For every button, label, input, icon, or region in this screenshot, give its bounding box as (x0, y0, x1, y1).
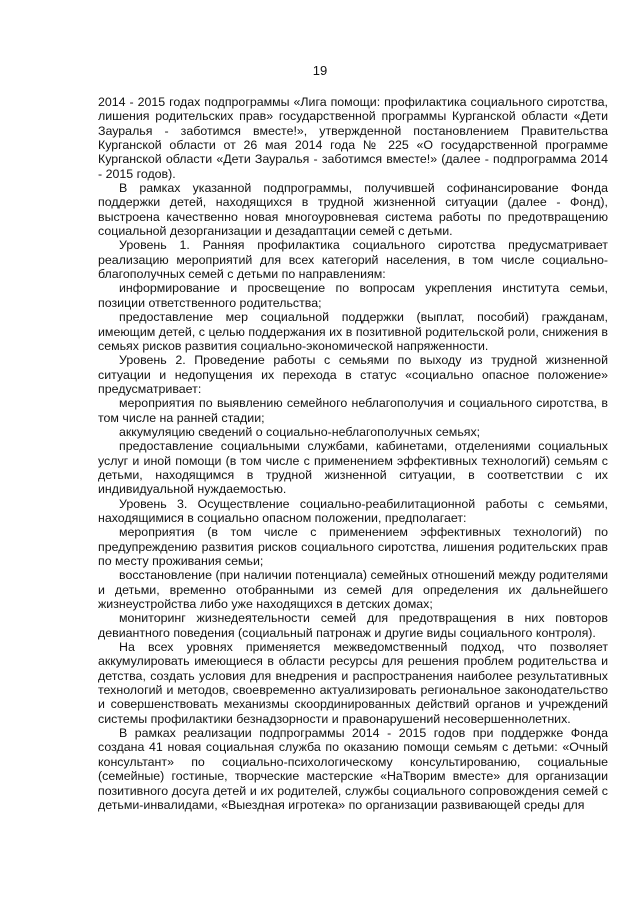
paragraph-level-3-item-2: восстановление (при наличии потенциала) семейных отношений между родителями и детьми, временно отобранными из семей для определения их дальнейшего жизнеустройства либо уже находящихся в детских домах; (98, 568, 608, 612)
paragraph-level-1-item-2: предоставление мер социальной поддержки (выплат, пособий) гражданам, имеющим детей, с целью поддержания их в позитивной родительской роли, снижения в семьях рисков развития социально-экономической напряженности. (98, 310, 608, 353)
paragraph-level-1: Уровень 1. Ранняя профилактика социального сиротства предусматривает реализацию мероприятий для всех категорий населения, в том числе социально-благополучных семей с детьми по направлениям: (98, 238, 608, 282)
document-body (98, 95, 608, 812)
paragraph-continuation: 2014 - 2015 годах подпрограммы «Лига помощи: профилактика социального сиротства, лишения родительских прав» государственной программы Курганской области «Дети Зауралья - заботимся вместе!», утвержденной постановлением Правительства Курганской области от 26 мая 2014 года № 225 «О государственной программе Курганской области «Дети Зауралья - заботимся вместе!» (далее - подпрограмма 2014 - 2015 годов). (98, 95, 608, 181)
paragraph-new-services: В рамках реализации подпрограммы 2014 - 2015 годов при поддержке Фонда создана 41 новая социальная служба по оказанию помощи семьям с детьми: «Очный консультант» по социально-психологическому консультированию, социальные (семейные) гостиные, творческие мастерские «НаТворим вместе» для организации позитивного досуга детей и их родителей, службы социального сопровождения семей с детьми-инвалидами, «Выездная игротека» по организации развивающей среды для (98, 726, 608, 812)
paragraph-level-3-item-1: мероприятия (в том числе с применением эффективных технологий) по предупреждению развития рисков социального сиротства, лишения родительских прав по месту проживания семьи; (98, 525, 608, 568)
paragraph-level-3-item-3: мониторинг жизнедеятельности семей для предотвращения в них повторов девиантного поведения (социальный патронаж и другие виды социального контроля). (98, 611, 608, 640)
paragraph-level-2: Уровень 2. Проведение работы с семьями по выходу из трудной жизненной ситуации и недопущения их перехода в статус «социально опасное положение» предусматривает: (98, 353, 608, 396)
paragraph-level-2-item-1: мероприятия по выявлению семейного неблагополучия и социального сиротства, в том числе на ранней стадии; (98, 396, 608, 425)
page-number: 19 (312, 63, 328, 78)
paragraph-level-3: Уровень 3. Осуществление социально-реабилитационной работы с семьями, находящимися в социально опасном положении, предполагает: (98, 496, 608, 525)
paragraph-subprogram-intro: В рамках указанной подпрограммы, получившей софинансирование Фонда поддержки детей, находящихся в трудной жизненной ситуации (далее - Фонд), выстроена качественно новая многоуровневая система работы по предотвращению социальной дезорганизации и дезадаптации семей с детьми. (98, 181, 608, 239)
paragraph-level-2-item-3: предоставление социальными службами, кабинетами, отделениями социальных услуг и иной помощи (в том числе с применением эффективных технологий) семьям с детьми, находящимся в трудной жизненной ситуации, в соответствии с их индивидуальной нуждаемостью. (98, 439, 608, 497)
paragraph-level-2-item-2: аккумуляцию сведений о социально-неблагополучных семьях; (119, 424, 481, 439)
paragraph-interagency-approach: На всех уровнях применяется межведомственный подход, что позволяет аккумулировать имеющиеся в области ресурсы для решения проблем родительства и детства, создать условия для внедрения и распространения наиболее результативных технологий и методов, своевременно актуализировать региональное законодательство и совершенствовать механизмы скоординированных действий органов и учреждений системы профилактики безнадзорности и правонарушений несовершеннолетних. (98, 640, 608, 726)
paragraph-level-1-item-1: информирование и просвещение по вопросам укрепления института семьи, позиции ответственного родительства; (98, 281, 608, 310)
